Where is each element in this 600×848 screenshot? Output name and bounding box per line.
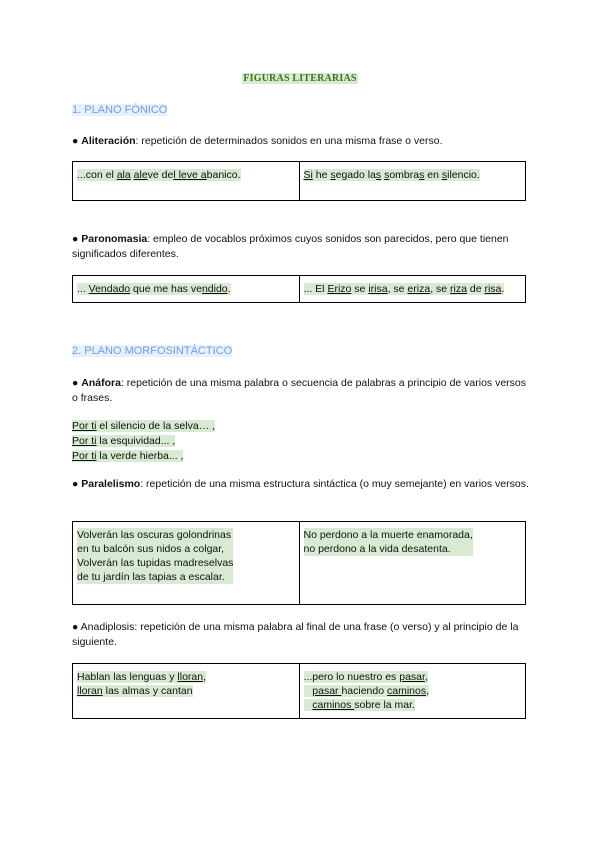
paralelismo-definition: ● Paralelismo: repetición de una misma estructura sintáctica (o muy semejante) en varios versos. (72, 478, 529, 490)
paronomasia-definition: ● Paronomasia: empleo de vocablos próximos cuyos sonidos son parecidos, pero que tienen significados diferentes. (72, 233, 509, 260)
paralelismo-left-line: de tu jardín las tapias a escalar. (77, 571, 225, 583)
paronomasia-right-run: , se (387, 283, 408, 295)
paralelismo-right-line: No perdono a la muerte enamorada, (303, 529, 473, 541)
paronomasia-example-left (73, 276, 300, 303)
paralelismo-left-line: en tu balcón sus nidos a colgar, (77, 543, 225, 555)
anadiplosis-right-run: ...pero lo nuestro es (303, 671, 400, 683)
anafora-verse-1: Por ti el silencio de la selva… , (72, 420, 215, 432)
paralelismo-example-right (299, 522, 526, 605)
paronomasia-left-run: ndido (201, 283, 228, 295)
paronomasia-right-run: risa (484, 283, 502, 295)
paronomasia-example-right (299, 276, 526, 303)
aliteracion-right-run: ilencio. (447, 169, 480, 181)
paronomasia-right-run: , se (430, 283, 451, 295)
anadiplosis-left-line (77, 684, 295, 698)
aliteracion-example-table (72, 161, 526, 201)
paronomasia-right-run: de (466, 283, 485, 295)
anafora-verse-3: Por ti la verde hierba... , (72, 450, 184, 462)
paralelismo-example-table (72, 521, 526, 605)
anadiplosis-right-run (304, 685, 313, 697)
aliteracion-left-run: ala (116, 169, 131, 181)
anadiplosis-right-run (304, 699, 313, 711)
paronomasia-right-run: eriza (407, 283, 431, 295)
anadiplosis-left-highlight (77, 685, 193, 697)
aliteracion-right-run: ombra (389, 169, 420, 181)
paronomasia-left-run: . (227, 283, 231, 295)
anadiplosis-right-run: caminos (387, 685, 427, 697)
aliteracion-left-run: ...con el (77, 169, 117, 181)
paralelismo-example-left (73, 522, 300, 605)
aliteracion-left-run: ale (133, 169, 148, 181)
anadiplosis-left-line (77, 670, 295, 684)
paralelismo-right-line: no perdono a la vida desatenta. (303, 543, 451, 555)
aliteracion-right-run: he (312, 169, 331, 181)
anafora-verses (72, 419, 215, 464)
anadiplosis-left-run: , (203, 671, 207, 683)
paronomasia-right-run: riza (450, 283, 467, 295)
aliteracion-left-run: ve de (147, 169, 174, 181)
paronomasia-left-run: Vendado (88, 283, 131, 295)
paronomasia-left-run: ... (77, 283, 89, 295)
paronomasia-example-table (72, 275, 526, 303)
anadiplosis-right-run: caminos (312, 699, 355, 711)
aliteracion-right-run: Si (303, 169, 313, 181)
anadiplosis-right-run: pasar (399, 671, 425, 683)
section-heading-morfosintactico: 2. PLANO MORFOSINTÁCTICO (72, 345, 233, 357)
section-heading-fonico: 1. PLANO FÓNICO (72, 104, 168, 116)
page-title: FIGURAS LITERARIAS (243, 73, 357, 84)
anadiplosis-left-highlight (77, 671, 206, 683)
aliteracion-left-run: l le (173, 169, 187, 181)
anadiplosis-left-run: las almas y cantan (102, 685, 193, 697)
anadiplosis-definition: ● Anadiplosis: repetición de una misma palabra al final de una frase (o verso) y al principio de la siguiente. (72, 621, 519, 648)
anadiplosis-left-run: lloran (77, 685, 103, 697)
aliteracion-right-run: s (441, 169, 448, 181)
anadiplosis-right-run: sobre la mar. (354, 699, 415, 711)
anafora-definition: ● Anáfora: repetición de una misma palabra o secuencia de palabras a principio de varios versos o frases. (72, 377, 527, 404)
aliteracion-right-run: s (375, 169, 382, 181)
paronomasia-right-run: . (501, 283, 505, 295)
anafora-verse-2: Por ti la esquividad... , (72, 435, 176, 447)
anadiplosis-right-line (304, 670, 522, 684)
aliteracion-example-right (299, 162, 526, 201)
anadiplosis-right-highlight (304, 685, 430, 697)
anadiplosis-right-run: pasar (312, 685, 342, 697)
aliteracion-example-left (73, 162, 300, 201)
aliteracion-right-run: s (330, 169, 336, 181)
aliteracion-right-run: egado la (335, 169, 376, 181)
paralelismo-left-line: Volverán las tupidas madreselvas (77, 557, 234, 569)
anadiplosis-example-left (73, 664, 300, 719)
anadiplosis-right-highlight (304, 671, 428, 683)
aliteracion-left-run: ve a (186, 169, 207, 181)
anadiplosis-left-run: Hablan las lenguas y (77, 671, 178, 683)
anadiplosis-right-line (304, 684, 522, 698)
anadiplosis-left-run: lloran (177, 671, 204, 683)
anadiplosis-example-table (72, 663, 526, 719)
anadiplosis-right-highlight (304, 699, 415, 711)
anadiplosis-right-run: , (424, 671, 428, 683)
anadiplosis-right-line (304, 698, 522, 712)
aliteracion-left-run: banico. (206, 169, 241, 181)
anadiplosis-example-right (299, 664, 526, 719)
aliteracion-right-run: s (419, 169, 425, 181)
aliteracion-definition: ● Aliteración: repetición de determinados sonidos en una misma frase o verso. (72, 135, 443, 147)
paronomasia-right-run: irisa (368, 283, 388, 295)
paralelismo-left-line: Volverán las oscuras golondrinas (77, 529, 232, 541)
paronomasia-right-run: se (351, 283, 369, 295)
paronomasia-right-run: Erizo (327, 283, 352, 295)
anadiplosis-right-run: , (426, 685, 430, 697)
aliteracion-right-run: en (424, 169, 442, 181)
paronomasia-right-run: ... El (303, 283, 328, 295)
aliteracion-right-run: s (384, 169, 390, 181)
paronomasia-left-run: que me has ve (130, 283, 202, 295)
anadiplosis-right-run: haciendo (341, 685, 387, 697)
